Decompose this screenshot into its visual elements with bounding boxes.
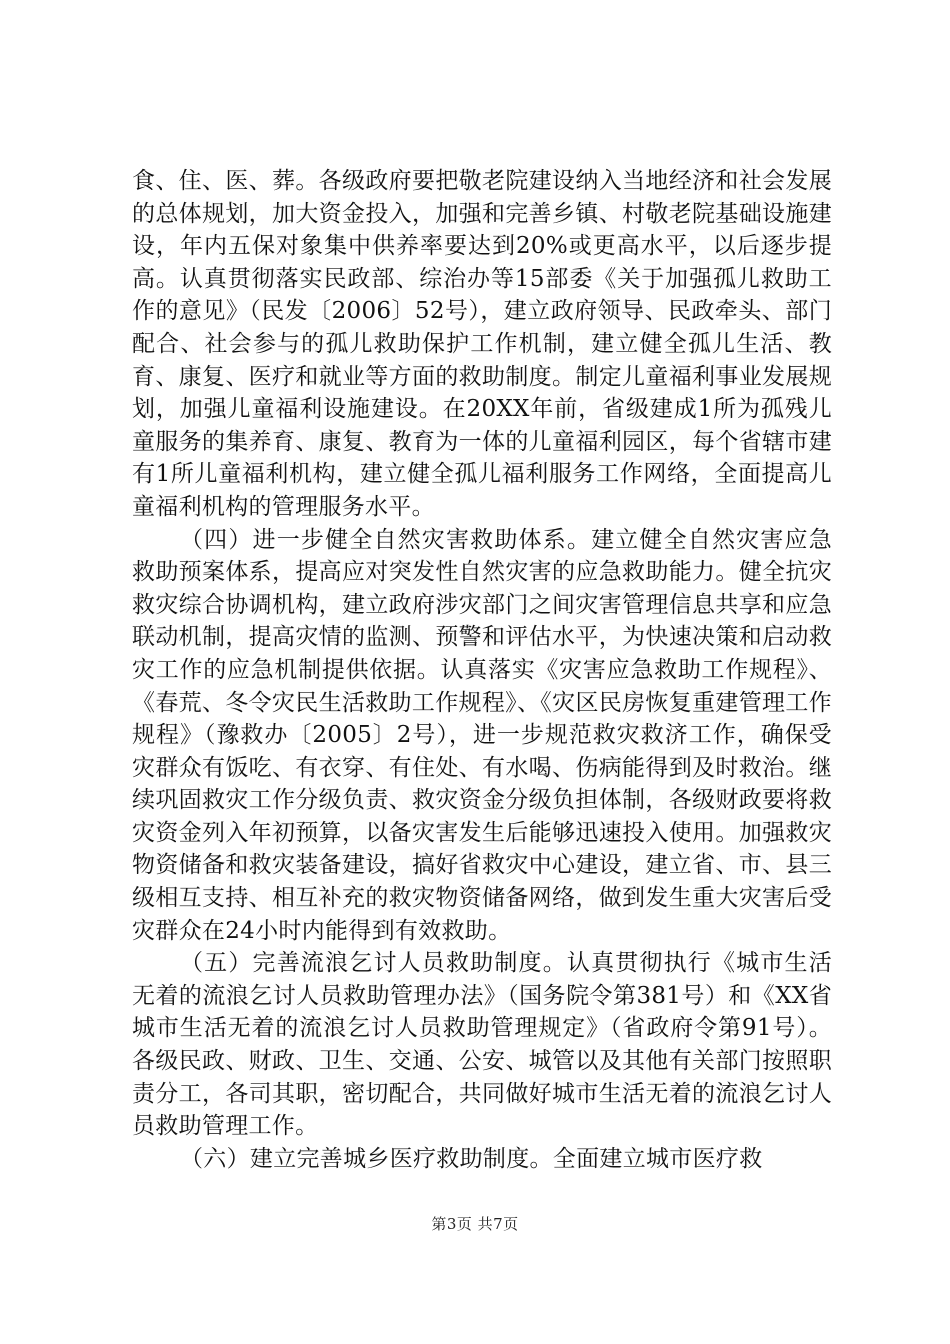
page-number-footer: 第3页 共7页 [431,1215,519,1233]
paragraph-section-5-vagrant-aid: （五）完善流浪乞讨人员救助制度。认真贯彻执行《城市生活无着的流浪乞讨人员救助管理办法》（国务院令第381号）和《XX省城市生活无着的流浪乞讨人员救助管理规定》（省政府令第91号）。各级民政、财政、卫生、交通、公安、城管以及其他有关部门按照职责分工，各司其职，密切配合，共同做好城市生活无着的流浪乞讨人员救助管理工作。 [132,950,832,1140]
paragraph-section-4-disaster-relief: （四）进一步健全自然灾害救助体系。建立健全自然灾害应急救助预案体系，提高应对突发性自然灾害的应急救助能力。健全抗灾救灾综合协调机构，建立政府涉灾部门之间灾害管理信息共享和应急联动机制，提高灾情的监测、预警和评估水平，为快速决策和启动救灾工作的应急机制提供依据。认真落实《灾害应急救助工作规程》、《春荒、冬令灾民生活救助工作规程》、《灾区民房恢复重建管理工作规程》（豫救办〔2005〕2号），进一步规范救灾救济工作，确保受灾群众有饭吃、有衣穿、有住处、有水喝、伤病能得到及时救治。继续巩固救灾工作分级负责、救灾资金分级负担体制，各级财政要将救灾资金列入年初预算，以备灾害发生后能够迅速投入使用。加强救灾物资储备和救灾装备建设，搞好省救灾中心建设，建立省、市、县三级相互支持、相互补充的救灾物资储备网络，做到发生重大灾害后受灾群众在24小时内能得到有效救助。 [132,526,832,944]
paragraph-section-6-medical-aid: （六）建立完善城乡医疗救助制度。全面建立城市医疗救 [180,1145,763,1172]
document-body [132,165,832,1175]
paragraph-continued: 食、住、医、葬。各级政府要把敬老院建设纳入当地经济和社会发展的总体规划，加大资金投入，加强和完善乡镇、村敬老院基础设施建设，年内五保对象集中供养率要达到20%或更高水平，以后逐步提高。认真贯彻落实民政部、综治办等15部委《关于加强孤儿救助工作的意见》（民发〔2006〕52号），建立政府领导、民政牵头、部门配合、社会参与的孤儿救助保护工作机制，建立健全孤儿生活、教育、康复、医疗和就业等方面的救助制度。制定儿童福利事业发展规划，加强儿童福利设施建设。在20XX年前，省级建成1所为孤残儿童服务的集养育、康复、教育为一体的儿童福利园区，每个省辖市建有1所儿童福利机构，建立健全孤儿福利服务工作网络，全面提高儿童福利机构的管理服务水平。 [132,168,832,520]
